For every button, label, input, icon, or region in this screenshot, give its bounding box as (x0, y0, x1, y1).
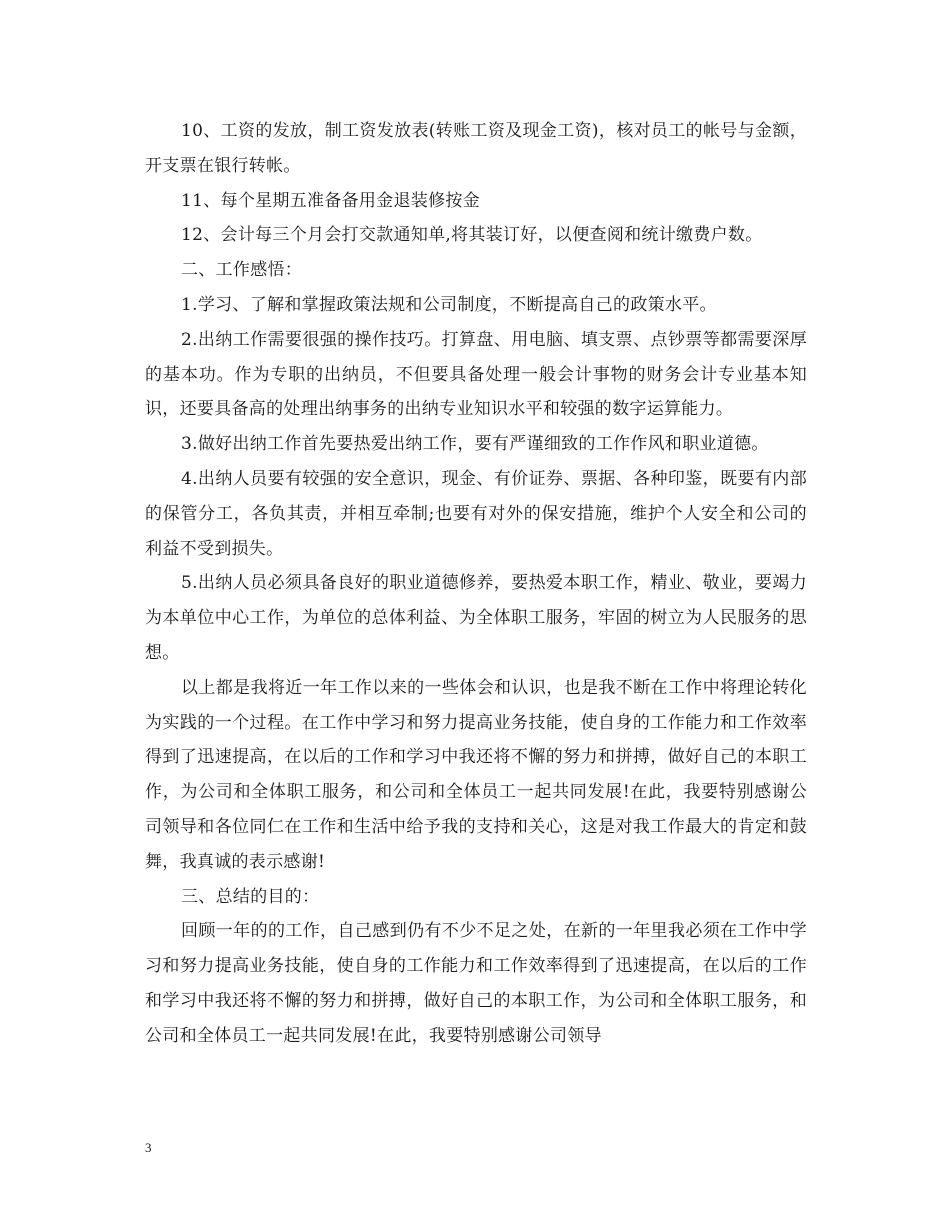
paragraph-insight-1: 1.学习、了解和掌握政策法规和公司制度，不断提高自己的政策水平。 (181, 294, 717, 315)
section-heading-work-insights: 二、工作感悟： (181, 260, 303, 281)
paragraph-review: 回顾一年的的工作，自己感到仍有不少不足之处，在新的一年里我必须在工作中学习和努力提高业务技能，使自身的工作能力和工作效率得到了迅速提高，在以后的工作和学习中我还将不懈的努力和拼搏，做好自己的本职工作，为公司和全体职工服务，和公司和全体员工一起共同发展!在此，我要特别感谢公司领导 (145, 921, 807, 1046)
paragraph-insight-3: 3.做好出纳工作首先要热爱出纳工作，要有严谨细致的工作作风和职业道德。 (181, 434, 769, 455)
paragraph-insight-4: 4.出纳人员要有较强的安全意识，现金、有价证券、票据、各种印鉴，既要有内部的保管分工，各负其责，并相互牵制;也要有对外的保安措施，维护个人安全和公司的利益不受到损失。 (145, 468, 807, 559)
paragraph-item-10-salary: 10、工资的发放，制工资发放表(转账工资及现金工资)，核对员工的帐号与金额，开支票在银行转帐。 (145, 121, 807, 176)
section-heading-purpose: 三、总结的目的： (181, 886, 320, 907)
paragraph-insight-2: 2.出纳工作需要很强的操作技巧。打算盘、用电脑、填支票、点钞票等都需要深厚的基本功。作为专职的出纳员，不但要具备处理一般会计事物的财务会计专业基本知识，还要具备高的处理出纳事务的出纳专业知识水平和较强的数字运算能力。 (145, 329, 807, 420)
paragraph-summary: 以上都是我将近一年工作以来的一些体会和认识，也是我不断在工作中将理论转化为实践的一个过程。在工作中学习和努力提高业务技能，使自身的工作能力和工作效率得到了迅速提高，在以后的工作和学习中我还将不懈的努力和拼搏，做好自己的本职工作，为公司和全体职工服务，和公司和全体员工一起共同发展!在此，我要特别感谢公司领导和各位同仁在工作和生活中给予我的支持和关心，这是对我工作最大的肯定和鼓舞，我真诚的表示感谢! (145, 677, 807, 872)
paragraph-item-11-petty-cash: 11、每个星期五准备备用金退装修按金 (181, 190, 481, 211)
paragraph-item-12-payment-notice: 12、会计每三个月会打交款通知单,将其装订好，以便查阅和统计缴费户数。 (181, 225, 763, 246)
paragraph-insight-5: 5.出纳人员必须具备良好的职业道德修养，要热爱本职工作，精业、敬业，要竭力为本单位中心工作，为单位的总体利益、为全体职工服务，牢固的树立为人民服务的思想。 (145, 573, 807, 663)
page-number: 3 (145, 1140, 152, 1155)
document-body (145, 114, 807, 1054)
